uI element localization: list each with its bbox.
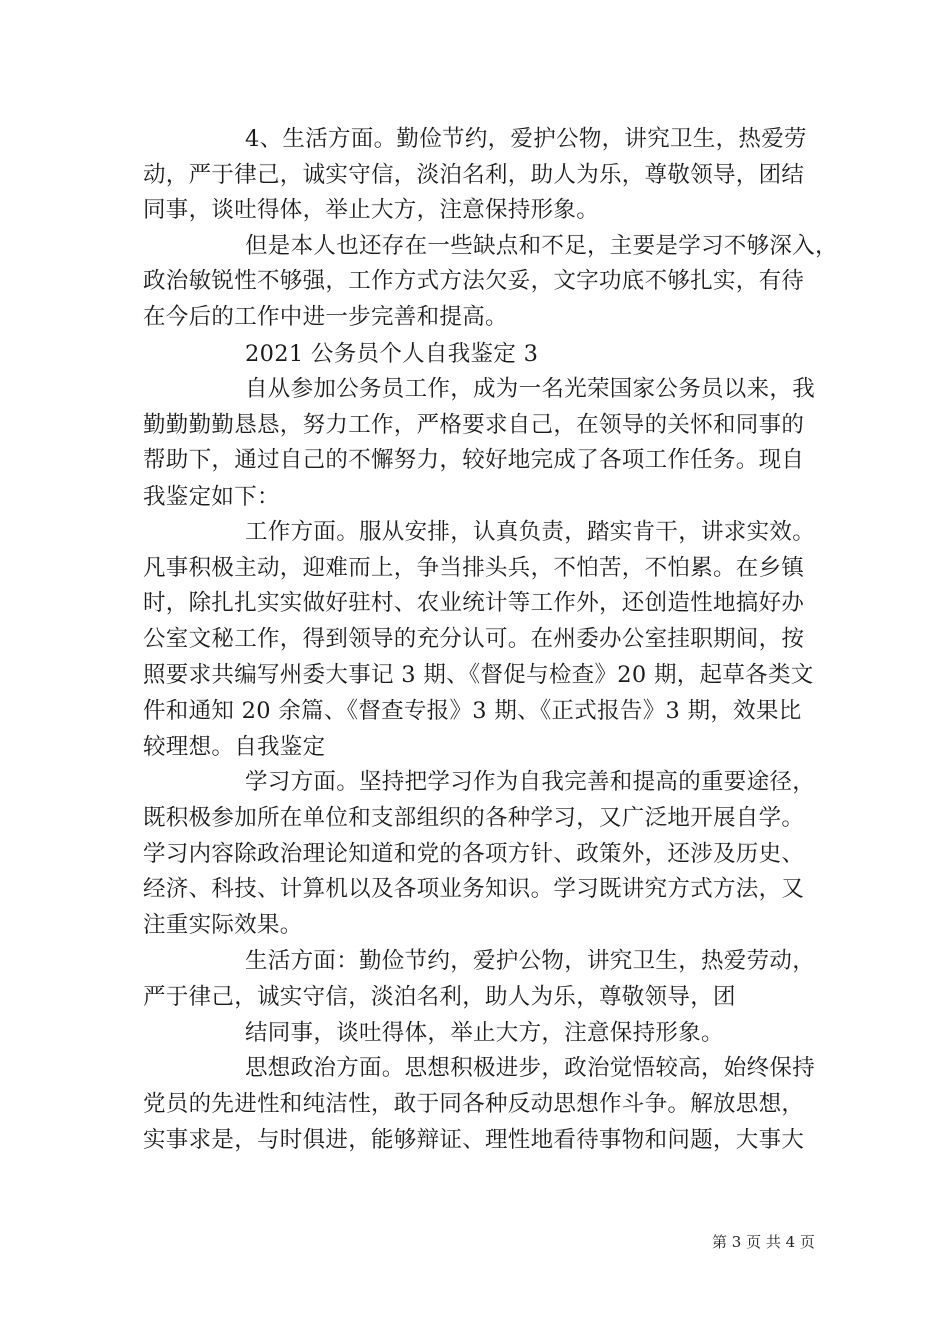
text-line: 注重实际效果。: [143, 912, 303, 938]
text-line: 帮助下，通过自己的不懈努力，较好地完成了各项工作任务。现自: [143, 447, 805, 473]
text-line: 党员的先进性和纯洁性，敢于同各种反动思想作斗争。解放思想，: [143, 1091, 805, 1117]
text-line: 动，严于律己，诚实守信，淡泊名利，助人为乐，尊敬领导，团结: [143, 162, 805, 188]
text-line: 4、生活方面。勤俭节约，爱护公物，讲究卫生，热爱劳: [245, 126, 807, 152]
text-line: 思想政治方面。思想积极进步，政治觉悟较高，始终保持: [245, 1055, 816, 1081]
text-line: 勤勤勤勤恳恳，努力工作，严格要求自己，在领导的关怀和同事的: [143, 412, 805, 438]
text-line: 工作方面。服从安排，认真负责，踏实肯干，讲求实效。: [245, 519, 816, 545]
text-line: 时，除扎扎实实做好驻村、农业统计等工作外，还创造性地搞好办: [143, 590, 805, 616]
text-line: 学习内容除政治理论知道和党的各项方针、政策外，还涉及历史、: [143, 841, 805, 867]
text-line: 学习方面。坚持把学习作为自我完善和提高的重要途径，: [245, 769, 816, 795]
page-number-footer: 第 3 页 共 4 页: [712, 1233, 815, 1251]
text-line: 件和通知 20 余篇、《督查专报》3 期、《正式报告》3 期，效果比: [143, 698, 802, 724]
text-line: 公室文秘工作，得到领导的充分认可。在州委办公室挂职期间，按: [143, 626, 805, 652]
text-line: 自从参加公务员工作，成为一名光荣国家公务员以来，我: [245, 376, 816, 402]
text-line: 严于律己，诚实守信，淡泊名利，助人为乐，尊敬领导，团: [143, 984, 736, 1010]
text-line: 在今后的工作中进一步完善和提高。: [143, 304, 508, 330]
text-line: 但是本人也还存在一些缺点和不足，主要是学习不够深入，: [245, 233, 838, 259]
text-line: 结同事，谈吐得体，举止大方，注意保持形象。: [245, 1020, 724, 1046]
text-line: 生活方面：勤俭节约，爱护公物，讲究卫生，热爱劳动，: [245, 948, 816, 974]
text-line: 政治敏锐性不够强，工作方式方法欠妥，文字功底不够扎实，有待: [143, 268, 805, 294]
text-line: 既积极参加所在单位和支部组织的各种学习，又广泛地开展自学。: [143, 805, 805, 831]
text-line: 我鉴定如下：: [143, 484, 280, 510]
text-line: 较理想。自我鉴定: [143, 734, 326, 760]
text-line: 照要求共编写州委大事记 3 期、《督促与检查》20 期，起草各类文: [143, 662, 814, 688]
text-line: 实事求是，与时俱进，能够辩证、理性地看待事物和问题，大事大: [143, 1127, 805, 1153]
text-line: 凡事积极主动，迎难而上，争当排头兵，不怕苦，不怕累。在乡镇: [143, 555, 805, 581]
text-line: 经济、科技、计算机以及各项业务知识。学习既讲究方式方法，又: [143, 876, 805, 902]
section-heading: 2021 公务员个人自我鉴定 3: [245, 341, 539, 367]
text-line: 同事，谈吐得体，举止大方，注意保持形象。: [143, 197, 600, 223]
